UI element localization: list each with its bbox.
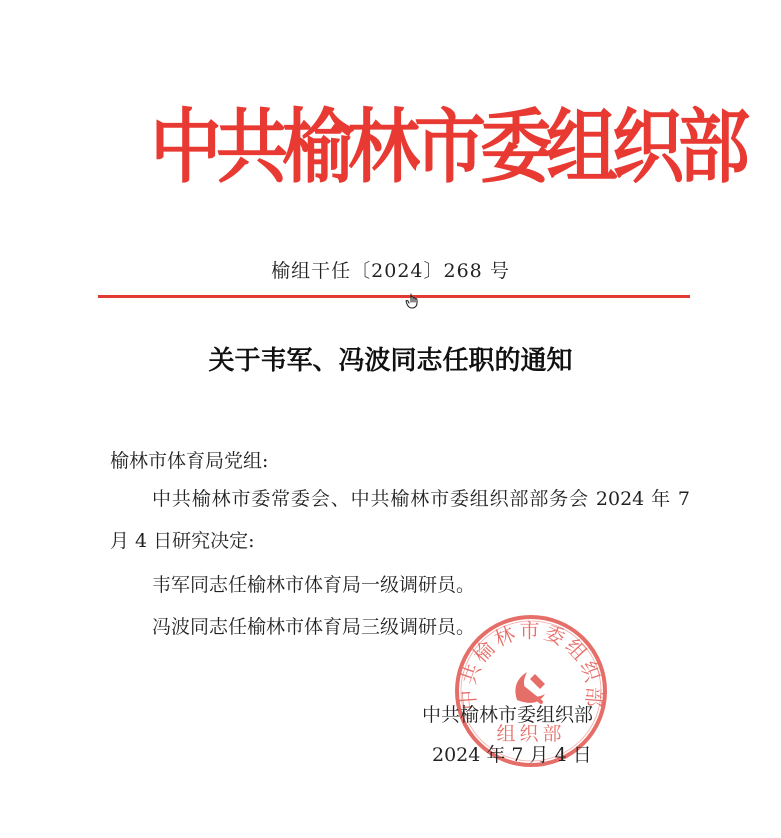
red-divider-line (98, 295, 690, 298)
addressee: 榆林市体育局党组: (110, 450, 269, 472)
appointment-item: 韦军同志任榆林市体育局一级调研员。 (152, 574, 476, 596)
party-emblem-icon (515, 672, 545, 703)
appointment-item: 冯波同志任榆林市体育局三级调研员。 (152, 616, 476, 638)
masthead-title: 中共榆林市委组织部 (150, 99, 745, 195)
hand-cursor-icon (404, 292, 422, 310)
decision-paragraph: 中共榆林市委常委会、中共榆林市委组织部部务会 2024 年 7 月 4 日研究决定: (110, 488, 690, 552)
notice-title: 关于韦军、冯波同志任职的通知 (208, 346, 573, 376)
document-number: 榆组干任〔2024〕268 号 (271, 260, 510, 282)
seal-inner-text: 组织部 (496, 723, 566, 745)
signing-date: 2024 年 7 月 4 日 (432, 744, 592, 766)
seal-text: 中共榆林市委组织部 (455, 618, 607, 711)
signing-organization: 中共榆林市委组织部 (422, 704, 594, 726)
